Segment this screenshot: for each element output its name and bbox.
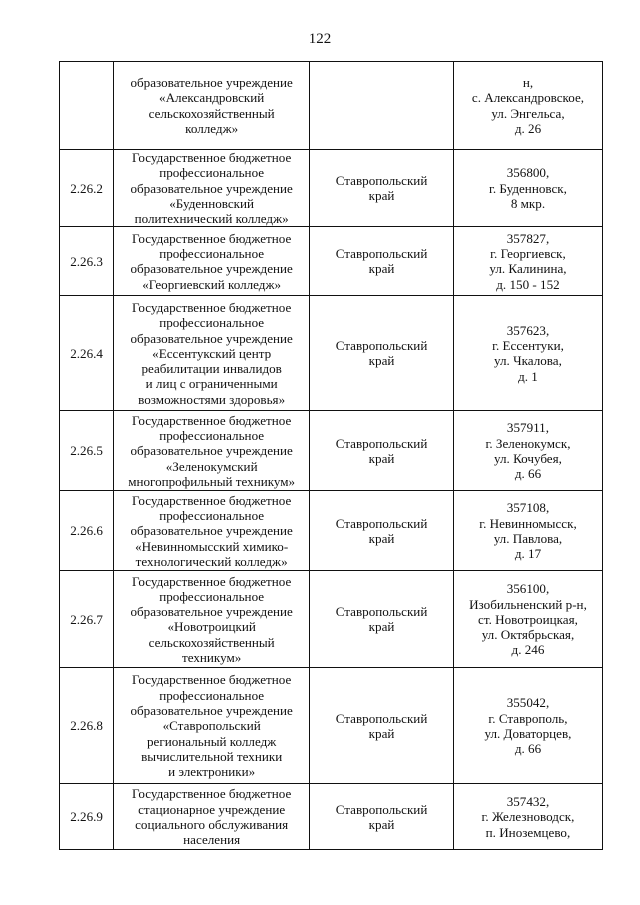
address-line: д. 1 bbox=[518, 368, 538, 384]
address-line: 355042, bbox=[506, 695, 550, 711]
address-line: ул. Доваторцев, bbox=[484, 725, 572, 741]
region-cell bbox=[310, 411, 454, 491]
table-row bbox=[60, 296, 603, 411]
institution-name-line: социального обслуживания bbox=[135, 816, 289, 832]
address-line: д. 26 bbox=[514, 120, 542, 136]
address-line: д. 17 bbox=[514, 546, 542, 562]
table-row bbox=[60, 62, 603, 150]
institution-name-cell bbox=[114, 784, 310, 850]
institution-name-line: техникум» bbox=[182, 650, 242, 666]
institution-name-line: технологический колледж» bbox=[135, 553, 288, 569]
address-cell bbox=[453, 296, 602, 411]
institution-name-line: Государственное бюджетное bbox=[132, 230, 292, 246]
address-line: ул. Павлова, bbox=[493, 530, 563, 546]
address-cell bbox=[453, 150, 602, 227]
region-line: край bbox=[368, 816, 395, 832]
address-line: ул. Чкалова, bbox=[494, 353, 562, 369]
institution-name-line: профессиональное bbox=[159, 246, 265, 262]
region-line: край bbox=[368, 353, 395, 369]
institution-name-cell bbox=[114, 150, 310, 227]
address-line: 357623, bbox=[506, 322, 550, 338]
region-line: край bbox=[368, 261, 395, 277]
address-line: г. Буденновск, bbox=[488, 180, 567, 196]
region-line: край bbox=[368, 188, 395, 204]
institution-name-line: профессиональное bbox=[159, 315, 265, 331]
institution-name-line: стационарное учреждение bbox=[138, 801, 286, 817]
institution-name-line: колледж» bbox=[185, 120, 239, 136]
row-number: 2.26.9 bbox=[60, 784, 114, 850]
row-number: 2.26.8 bbox=[60, 668, 114, 784]
region-cell bbox=[310, 491, 454, 571]
institution-name-line: профессиональное bbox=[159, 687, 265, 703]
region-line: Ставропольский bbox=[335, 338, 428, 354]
region-cell bbox=[310, 62, 454, 150]
institution-name-line: региональный колледж bbox=[147, 733, 277, 749]
address-line: 8 мкр. bbox=[510, 195, 546, 211]
institution-name-line: «Георгиевский колледж» bbox=[142, 276, 282, 292]
institution-name-line: образовательное учреждение bbox=[130, 523, 293, 539]
region-line: Ставропольский bbox=[335, 710, 428, 726]
region-line: Ставропольский bbox=[335, 604, 428, 620]
institution-name-line: возможностями здоровья» bbox=[138, 391, 286, 407]
address-line: 357432, bbox=[506, 794, 550, 810]
page-number: 122 bbox=[308, 31, 332, 47]
institution-name-line: образовательное учреждение bbox=[130, 180, 293, 196]
table-row bbox=[60, 571, 603, 668]
address-cell bbox=[453, 62, 602, 150]
row-number: 2.26.3 bbox=[60, 227, 114, 296]
address-line: с. Александровское, bbox=[471, 90, 585, 106]
region-line: Ставропольский bbox=[335, 515, 428, 531]
institution-name-line: Государственное бюджетное bbox=[132, 412, 292, 428]
region-line: край bbox=[368, 450, 395, 466]
address-line: ул. Энгельса, bbox=[491, 105, 565, 121]
institution-name-line: профессиональное bbox=[159, 588, 265, 604]
table-row bbox=[60, 491, 603, 571]
address-line: 357108, bbox=[506, 500, 550, 516]
institution-name-line: Государственное бюджетное bbox=[132, 150, 292, 165]
address-line: д. 66 bbox=[514, 466, 542, 482]
institution-name-line: профессиональное bbox=[159, 508, 265, 524]
institution-name-line: образовательное учреждение bbox=[130, 703, 293, 719]
institution-name-line: «Зеленокумский bbox=[165, 458, 258, 474]
institution-name-line: профессиональное bbox=[159, 165, 265, 181]
row-number: 2.26.7 bbox=[60, 571, 114, 668]
row-number bbox=[60, 62, 114, 150]
institution-name-line: и электроники» bbox=[168, 764, 256, 780]
institution-name-line: «Ессентукский центр bbox=[152, 345, 272, 361]
address-line: ст. Новотроицкая, bbox=[478, 611, 578, 627]
institution-name-line: Государственное бюджетное bbox=[132, 299, 292, 315]
region-line: край bbox=[368, 725, 395, 741]
row-number: 2.26.2 bbox=[60, 150, 114, 227]
institution-name-cell bbox=[114, 62, 310, 150]
address-line: г. Железноводск, bbox=[481, 809, 575, 825]
region-line: Ставропольский bbox=[335, 172, 428, 188]
address-line: 356100, bbox=[506, 581, 550, 597]
table-row bbox=[60, 411, 603, 491]
address-line: д. 66 bbox=[514, 741, 542, 757]
address-line: г. Георгиевск, bbox=[490, 246, 566, 262]
institution-name-cell bbox=[114, 227, 310, 296]
institution-name-line: профессиональное bbox=[159, 428, 265, 444]
region-cell bbox=[310, 296, 454, 411]
institution-name-line: реабилитации инвалидов bbox=[141, 361, 282, 377]
address-cell bbox=[453, 227, 602, 296]
institution-name-line: образовательное учреждение bbox=[130, 443, 293, 459]
institution-name-line: Государственное бюджетное bbox=[132, 573, 292, 589]
table-row bbox=[60, 227, 603, 296]
address-line: 357911, bbox=[506, 420, 549, 436]
institution-name-cell bbox=[114, 668, 310, 784]
address-line: ул. Октябрьская, bbox=[481, 627, 575, 643]
address-cell bbox=[453, 668, 602, 784]
region-line: Ставропольский bbox=[335, 435, 428, 451]
institution-name-cell bbox=[114, 296, 310, 411]
institution-name-line: «Новотроицкий bbox=[167, 619, 256, 635]
region-cell bbox=[310, 227, 454, 296]
address-line: г. Зеленокумск, bbox=[485, 435, 571, 451]
region-line: край bbox=[368, 530, 395, 546]
address-line: 356800, bbox=[506, 165, 550, 181]
region-line: край bbox=[368, 619, 395, 635]
institution-name-line: населения bbox=[183, 832, 241, 848]
institution-name-line: вычислительной техники bbox=[141, 748, 283, 764]
address-line: г. Ессентуки, bbox=[492, 338, 564, 354]
institution-name-line: образовательное учреждение bbox=[130, 330, 293, 346]
address-line: ул. Калинина, bbox=[489, 261, 567, 277]
address-line: п. Иноземцево, bbox=[485, 824, 571, 840]
institution-name-line: Государственное бюджетное bbox=[132, 492, 292, 508]
address-cell bbox=[453, 784, 602, 850]
row-number: 2.26.5 bbox=[60, 411, 114, 491]
address-line: 357827, bbox=[506, 230, 550, 246]
institution-name-cell bbox=[114, 411, 310, 491]
table-row bbox=[60, 784, 603, 850]
region-line: Ставропольский bbox=[335, 801, 428, 817]
institution-name-line: образовательное учреждение bbox=[130, 74, 293, 90]
institution-name-line: образовательное учреждение bbox=[130, 604, 293, 620]
region-line: Ставропольский bbox=[335, 246, 428, 262]
institution-name-line: «Ставропольский bbox=[162, 718, 261, 734]
region-cell bbox=[310, 784, 454, 850]
address-line: н, bbox=[522, 74, 534, 90]
address-line: д. 150 - 152 bbox=[496, 276, 560, 292]
address-line: г. Ставрополь, bbox=[488, 710, 568, 726]
region-cell bbox=[310, 150, 454, 227]
institution-name-line: сельскохозяйственный bbox=[148, 105, 275, 121]
address-cell bbox=[453, 491, 602, 571]
region-cell bbox=[310, 668, 454, 784]
institution-name-line: Государственное бюджетное bbox=[132, 786, 292, 802]
institution-name-cell bbox=[114, 491, 310, 571]
institution-name-cell bbox=[114, 571, 310, 668]
institution-name-line: политехнический колледж» bbox=[134, 211, 289, 227]
address-line: д. 246 bbox=[511, 642, 545, 658]
institution-name-line: образовательное учреждение bbox=[130, 261, 293, 277]
region-cell bbox=[310, 571, 454, 668]
institution-name-line: и лиц с ограниченными bbox=[145, 376, 278, 392]
address-cell bbox=[453, 411, 602, 491]
address-cell bbox=[453, 571, 602, 668]
institution-name-line: многопрофильный техникум» bbox=[128, 473, 296, 489]
address-line: г. Невинномысск, bbox=[479, 515, 577, 531]
address-line: ул. Кочубея, bbox=[494, 450, 562, 466]
institution-name-line: «Буденновский bbox=[169, 195, 255, 211]
row-number: 2.26.4 bbox=[60, 296, 114, 411]
address-line: Изобильненский р-н, bbox=[469, 596, 587, 612]
institution-name-line: «Александровский bbox=[159, 90, 265, 106]
table-row bbox=[60, 150, 603, 227]
table-row bbox=[60, 668, 603, 784]
institution-name-line: Государственное бюджетное bbox=[132, 672, 292, 688]
institution-name-line: «Невинномысский химико- bbox=[135, 538, 289, 554]
institution-name-line: сельскохозяйственный bbox=[148, 634, 275, 650]
row-number: 2.26.6 bbox=[60, 491, 114, 571]
institutions-table bbox=[59, 61, 603, 850]
